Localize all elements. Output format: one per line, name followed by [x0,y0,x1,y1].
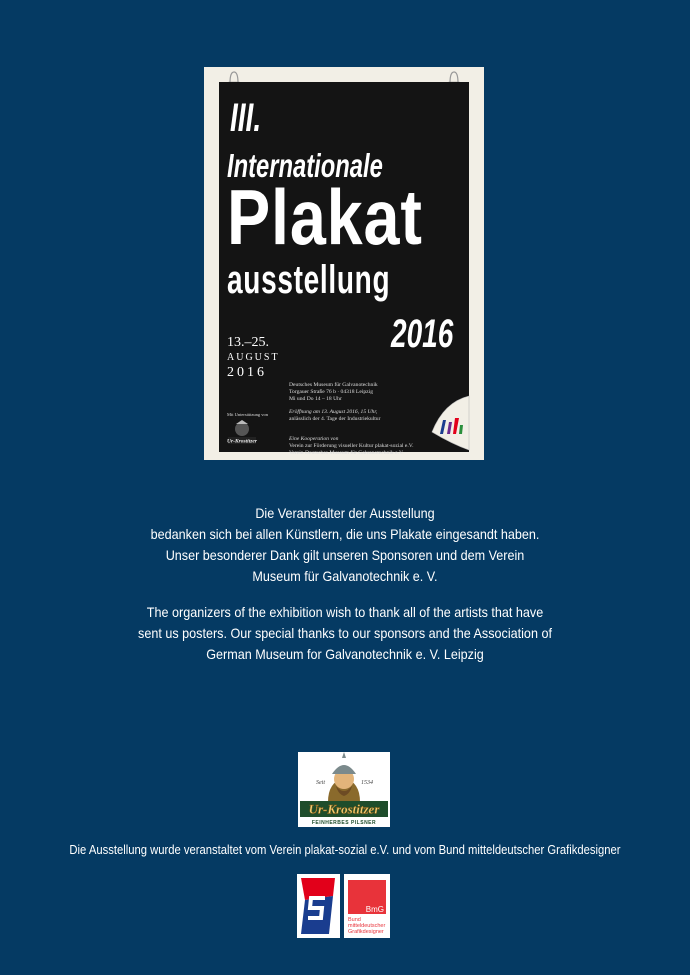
poster-date-month: AUGUST [227,352,280,363]
thanks-english-line: sent us posters. Our special thanks to our sponsors and the Association of [138,625,552,641]
bmg-line: Bund [348,917,361,923]
thanks-english-line: German Museum for Galvanotechnik e. V. Leipzig [206,646,484,662]
poster-date-year: 2016 [227,365,267,380]
organizers-text: Die Ausstellung wurde veranstaltet vom Verein plakat-sozial e.V. und vom Bund mitteldeutscher Grafikdesigner [69,843,621,857]
bmg-abbr: BmG [365,905,384,914]
thanks-german-line: Museum für Galvanotechnik e. V. [252,568,438,584]
thanks-german-line: Die Veranstalter der Ausstellung [255,505,435,521]
thanks-english [35,602,656,665]
bmg-line: mitteldeutscher [348,923,386,929]
poster-roman-numeral: III. [230,96,262,140]
poster-museum-info: Deutsches Museum für Galvanotechnik Torgauer Straße 76 b · 04318 Leipzig Mi und Do 14 – 18 Uhr [289,382,378,402]
paper-curl-icon [414,392,469,452]
poster-year: 2016 [391,312,454,356]
ur-krostitzer-logo [298,752,390,827]
svg-text:Ur-Krostitzer: Ur-Krostitzer [227,438,257,445]
plakat-sozial-logo [297,874,340,938]
sponsor-since-left: Seit [316,780,325,786]
thanks-english-line: The organizers of the exhibition wish to thank all of the artists that have [146,604,544,620]
thanks-german [35,503,656,587]
poster-opening-info: Eröffnung am 13. August 2016, 15 Uhr, anlässlich der 4. Tage der Industriekultur [289,409,381,422]
poster-support-label: Mit Unterstützung von [227,412,268,417]
poster-title-line3: ausstellung [227,258,391,302]
sponsor-tagline: FEINHERBES PILSNER [311,820,377,826]
bmg-logo [344,874,390,938]
thanks-german-line: Unser besonderer Dank gilt unseren Sponsoren und dem Verein [165,547,525,563]
poster-artwork [219,82,469,456]
poster-title-line1: Internationale [227,147,383,184]
poster-title-line2: Plakat [227,173,423,261]
sponsor-since-right: 1534 [361,780,373,786]
bmg-line: Grafikdesigner [348,929,384,935]
poster-cooperation-info: Eine Kooperation von Verein zur Förderung visueller Kultur plakat-sozial e.V. Verein Deutsches Museum für Galvanotechnik e.V. [289,436,414,456]
exhibition-poster [204,67,484,460]
ur-krostitzer-mini-logo [227,420,257,448]
poster-date-range: 13.–25. [227,335,269,350]
sponsor-brand: Ur-Krostitzer [308,801,380,817]
thanks-german-line: bedanken sich bei allen Künstlern, die uns Plakate eingesandt haben. [150,526,540,542]
